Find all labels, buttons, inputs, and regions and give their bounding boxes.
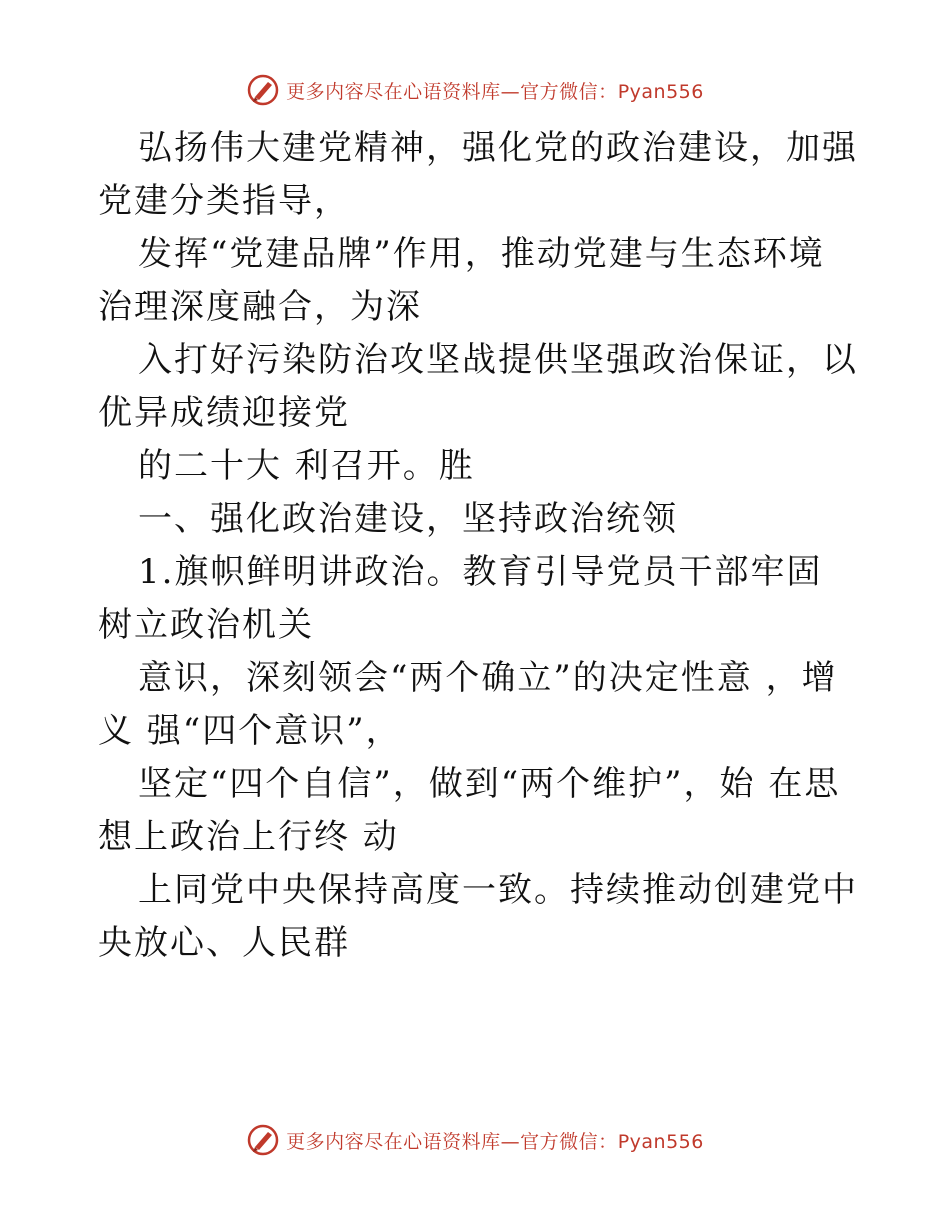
banner-title: 更多内容尽在心语资料库	[286, 80, 501, 103]
banner-dash: —	[500, 1130, 521, 1153]
banner-title: 更多内容尽在心语资料库	[286, 1130, 501, 1153]
banner-wechat-id: Pyan556	[617, 80, 704, 103]
paragraph: 弘扬伟大建党精神，强化党的政治建设，加强党建分类指导，	[98, 128, 858, 221]
banner-text	[286, 1127, 704, 1154]
paragraph: 上同党中央保持高度一致。持续推动创建党中央放心、人民群	[98, 870, 858, 963]
pen-logo-icon	[246, 73, 280, 107]
banner-wechat-label: 官方微信：	[520, 80, 618, 103]
paragraph: 意识，深刻领会“两个确立”的决定性意 ，增义 强“四个意识”，	[98, 658, 838, 751]
banner-text	[286, 77, 704, 104]
footer-banner	[0, 1120, 950, 1160]
paragraph: 入打好污染防治攻坚战提供坚强政治保证，以优异成绩迎接党	[98, 340, 858, 433]
banner-dash: —	[500, 80, 521, 103]
paragraph: 坚定“四个自信”，做到“两个维护”，始 在思想上政治上行终 动	[98, 764, 841, 857]
paragraph: 发挥“党建品牌”作用，推动党建与生态环境治理深度融合，为深	[98, 234, 825, 327]
banner-wechat-label: 官方微信：	[520, 1130, 618, 1153]
section-heading: 一、强化政治建设，坚持政治统领	[138, 499, 678, 539]
document-body	[98, 122, 858, 970]
pen-logo-icon	[246, 1123, 280, 1157]
paragraph: 的二十大 利召开。胜	[138, 446, 475, 486]
header-banner	[0, 70, 950, 110]
banner-wechat-id: Pyan556	[617, 1130, 704, 1153]
paragraph: 1.旗帜鲜明讲政治。教育引导党员干部牢固树立政治机关	[98, 552, 823, 645]
